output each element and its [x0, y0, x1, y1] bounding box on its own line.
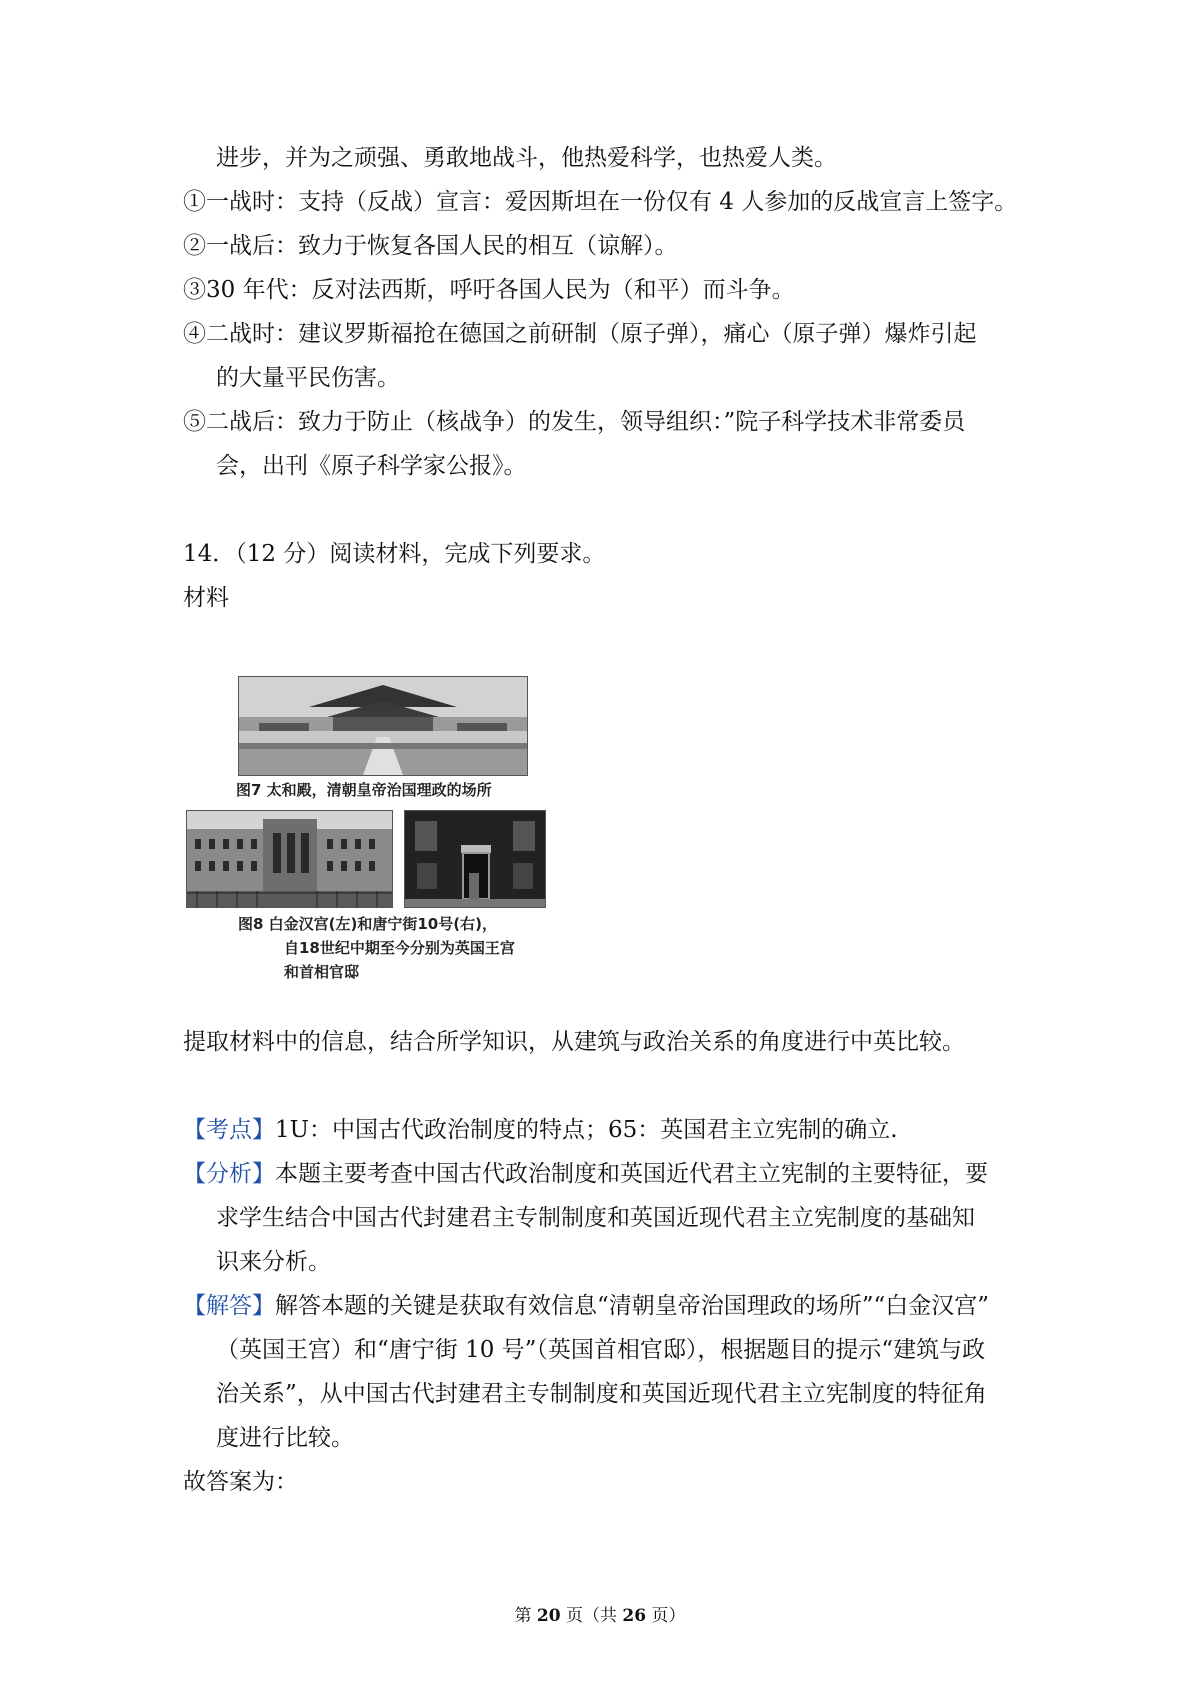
fenxi-line-1	[183, 1158, 988, 1190]
figure-8-caption-line-1: 图8 白金汉宫(左)和唐宁街10号(右)，	[238, 915, 497, 933]
fenxi-tag: 【分析】	[183, 1161, 275, 1187]
page-footer	[0, 1604, 1200, 1628]
fenxi-line-2: 求学生结合中国古代封建君主专制制度和英国近现代君主立宪制度的基础知	[216, 1205, 975, 1231]
text-line: 进步，并为之顽强、勇敢地战斗，他热爱科学，也热爱人类。	[216, 145, 837, 171]
material-figure	[186, 676, 586, 1006]
fenxi-text: 本题主要考查中国古代政治制度和英国近代君主立宪制的主要特征，要	[275, 1161, 988, 1187]
figure-8-caption-line-3: 和首相官邸	[284, 963, 360, 981]
jieda-line-4: 度进行比较。	[216, 1425, 354, 1451]
total-page-number: 26	[622, 1606, 647, 1626]
text-line: ③30 年代：反对法西斯，呼吁各国人民为（和平）而斗争。	[183, 277, 795, 303]
kaodian-text: 1U：中国古代政治制度的特点；65：英国君主立宪制的确立.	[275, 1117, 898, 1143]
material-label: 材料	[183, 585, 229, 611]
answer-lead: 故答案为：	[183, 1469, 298, 1495]
text-line: ④二战时：建议罗斯福抢在德国之前研制（原子弹），痛心（原子弹）爆炸引起	[183, 321, 977, 347]
jieda-line-3: 治关系”，从中国古代封建君主专制制度和英国近现代君主立宪制度的特征角	[216, 1381, 987, 1407]
text-line: 会，出刊《原子科学家公报》。	[216, 453, 527, 479]
footer-suffix: 页）	[646, 1606, 686, 1626]
text-line: 的大量平民伤害。	[216, 365, 400, 391]
fenxi-line-3: 识来分析。	[216, 1249, 331, 1275]
kaodian-tag: 【考点】	[183, 1117, 275, 1143]
figure-7-caption: 图7 太和殿，清朝皇帝治国理政的场所	[236, 781, 492, 799]
taihe-palace-photo	[238, 676, 528, 776]
kaodian-line	[183, 1114, 898, 1146]
jieda-line-1	[183, 1290, 989, 1322]
footer-middle: 页（共	[560, 1606, 623, 1626]
question-title: 14．（12 分）阅读材料，完成下列要求。	[183, 541, 606, 567]
buckingham-palace-photo	[186, 810, 393, 908]
figure-8-caption-line-2: 自18世纪中期至今分别为英国王宫	[284, 939, 515, 957]
downing-street-photo	[404, 810, 546, 908]
text-line: ⑤二战后：致力于防止（核战争）的发生，领导组织：”院子科学技术非常委员	[183, 409, 966, 435]
question-prompt: 提取材料中的信息，结合所学知识，从建筑与政治关系的角度进行中英比较。	[183, 1029, 965, 1055]
footer-prefix: 第	[514, 1606, 537, 1626]
jieda-tag: 【解答】	[183, 1293, 275, 1319]
current-page-number: 20	[536, 1606, 561, 1626]
text-line: ①一战时：支持（反战）宣言：爱因斯坦在一份仅有 4 人参加的反战宣言上签字。	[183, 189, 1018, 215]
jieda-text: 解答本题的关键是获取有效信息“清朝皇帝治国理政的场所”“白金汉宫”	[275, 1293, 990, 1319]
jieda-line-2: （英国王宫）和“唐宁街 10 号”（英国首相官邸），根据题目的提示“建筑与政	[216, 1337, 986, 1363]
text-line: ②一战后：致力于恢复各国人民的相互（谅解）。	[183, 233, 678, 259]
